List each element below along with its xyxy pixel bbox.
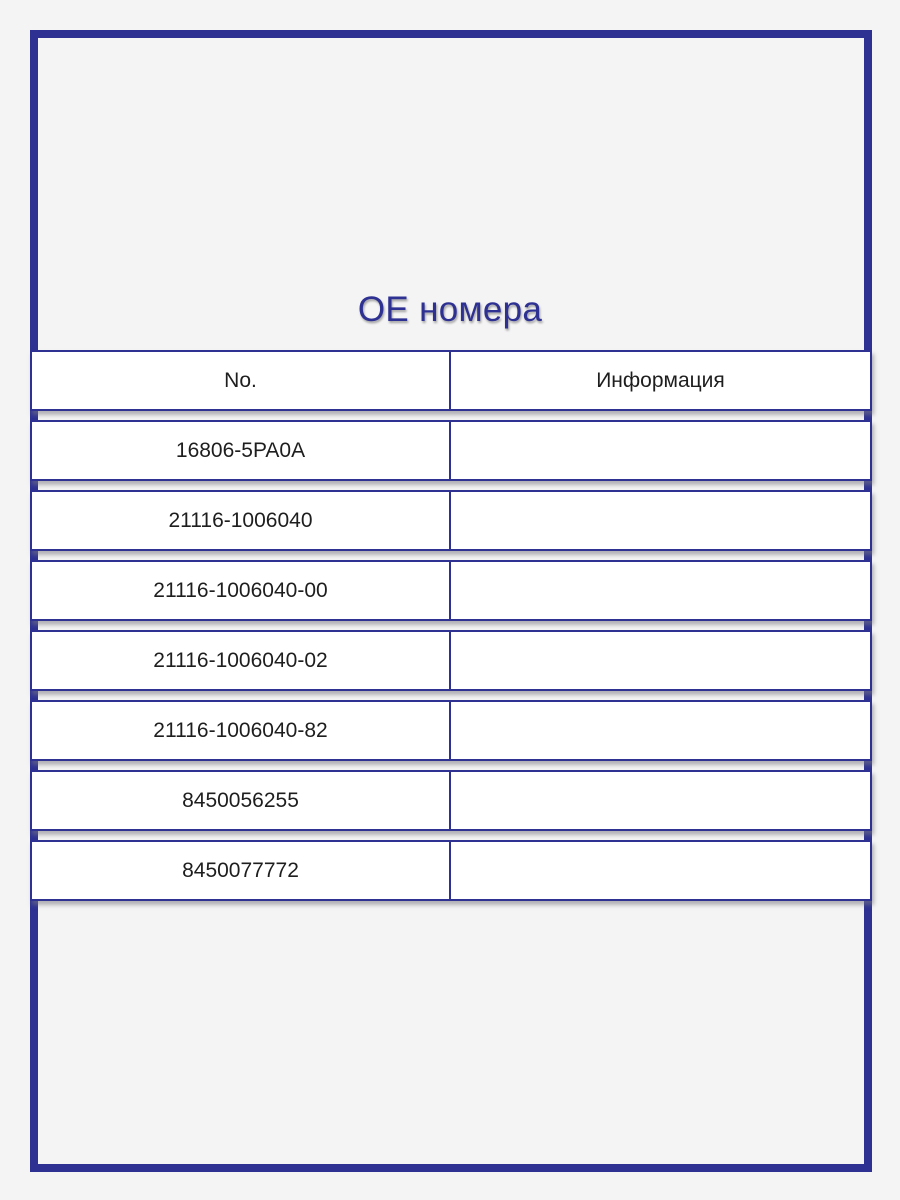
table-row: [30, 560, 872, 621]
table-row: [30, 770, 872, 831]
table-row: [30, 700, 872, 761]
column-header-info: Информация: [596, 368, 725, 392]
info-cell: [451, 422, 870, 479]
oe-number-cell: 21116-1006040-02: [32, 632, 451, 689]
table-row: [30, 420, 872, 481]
page-title: OE номера: [357, 290, 543, 329]
table-row: [30, 840, 872, 901]
oe-number-cell: 16806-5PA0A: [32, 422, 451, 479]
table-row: [30, 490, 872, 551]
table-row: [30, 630, 872, 691]
column-header-no: No.: [32, 352, 451, 409]
info-cell: [451, 492, 870, 549]
oe-number-cell: 21116-1006040: [32, 492, 451, 549]
info-cell: [451, 562, 870, 619]
oe-number-cell: 8450056255: [32, 772, 451, 829]
info-cell: [451, 842, 870, 899]
oe-number-cell: 8450077772: [32, 842, 451, 899]
info-cell: [451, 632, 870, 689]
table-header-row: [30, 350, 872, 411]
info-cell: [451, 772, 870, 829]
oe-number-cell: 21116-1006040-82: [32, 702, 451, 759]
info-cell: [451, 702, 870, 759]
oe-number-cell: 21116-1006040-00: [32, 562, 451, 619]
